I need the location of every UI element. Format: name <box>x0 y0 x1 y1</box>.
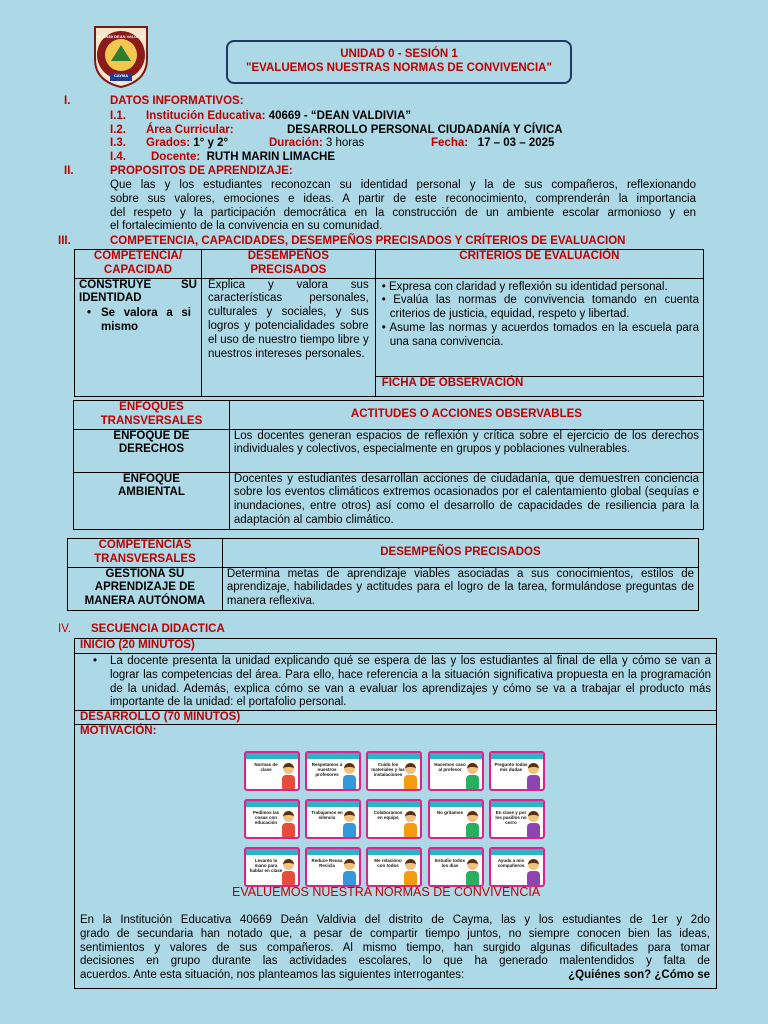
rule-card-text: Estudio todos los días <box>435 858 465 869</box>
rule-card-text: Levanto la mano para hablar en clase <box>249 858 283 874</box>
duration-label: Duración: <box>269 137 323 149</box>
section-4-title: SECUENCIA DIDACTICA <box>91 623 225 635</box>
rule-card <box>489 751 545 791</box>
rule-card <box>366 799 422 839</box>
child-illustration-icon <box>343 763 356 789</box>
situation-text <box>80 914 710 983</box>
rule-card <box>428 847 484 887</box>
approach-environmental: ENFOQUE AMBIENTAL <box>74 472 230 529</box>
header-attitudes: ACTITUDES O ACCIONES OBSERVABLES <box>229 401 703 430</box>
institution-value: 40669 - “DEAN VALDIVIA” <box>268 110 411 122</box>
child-illustration-icon <box>527 811 540 837</box>
rule-card <box>305 751 361 791</box>
situation-line: decisiones en grupo durante las actividades escolares, lo que ha generado malentendidos y falta de <box>80 955 710 968</box>
capacity-item: • Se valora a si mismo <box>87 307 191 333</box>
criteria-cell <box>375 278 703 376</box>
item-1-1 <box>146 110 411 124</box>
section-3-title: COMPETENCIA, CAPACIDADES, DESEMPEÑOS PRECISADOS Y CRÍTERIOS DE EVALUACION <box>110 235 626 247</box>
item-1-4-number: I.4. <box>110 151 126 163</box>
rule-card <box>244 847 300 887</box>
situation-line: En la Institución Educativa 40669 Deán Valdivia del distrito de Cayma, las y los estudiantes de 1er y 2do <box>80 914 710 926</box>
image-caption: EVALUEMOS NUESTRA NORMAS DE CONVIVENCIA <box>232 885 541 899</box>
child-illustration-icon <box>343 811 356 837</box>
child-illustration-icon <box>527 763 540 789</box>
child-illustration-icon <box>466 811 479 837</box>
approach-rights-text: Los docentes generan espacios de reflexión y crítica sobre el ejercicio de los derechos individuales y colectivos, especialmente en grupos y poblaciones vulnerables. <box>229 429 703 472</box>
section-1-title: DATOS INFORMATIVOS: <box>110 95 244 107</box>
item-1-2-number: I.2. <box>110 124 126 136</box>
grades <box>146 137 228 151</box>
item-1-1-number: I.1. <box>110 110 126 122</box>
rule-card-text: Colaboramos en equipo <box>373 810 403 821</box>
purpose-line: Que las y los estudiantes reconozcan su identidad personal y la de sus compañeros, reflexionando <box>110 179 696 191</box>
rule-card <box>428 751 484 791</box>
logo-text: IE 40669 DEAN VALDIVIA <box>97 34 145 39</box>
capacity-text-2: mismo <box>101 320 139 333</box>
rule-card <box>244 751 300 791</box>
rule-card <box>305 847 361 887</box>
rule-card-text: Cuido los materiales y las instalaciones <box>371 762 405 778</box>
teacher <box>151 151 335 165</box>
rule-card-text: Reduce Reusa Recicla <box>311 858 343 869</box>
child-illustration-icon <box>404 811 417 837</box>
section-2-number: II. <box>64 165 74 177</box>
area-label: Área Curricular: <box>146 124 234 136</box>
criteria-item: • Asume las normas y acuerdos tomados en la escuela para una sana convivencia. <box>381 321 699 348</box>
transversal-competencies-table <box>67 538 699 611</box>
approach-environmental-text: Docentes y estudiantes desarrollan acciones de ciudadanía, que demuestren conciencia sobre los eventos climáticos extremos ocasionados por el calentamiento global (sequías e inundaciones, entre otros) así como el desarrollo de capacidades de resiliencia para la adaptación al cambio climático. <box>229 472 703 529</box>
section-4-number: IV. <box>58 623 72 635</box>
situation-line: acuerdos. Ante esta situación, nos planteamos las siguientes interrogantes: <box>80 969 465 982</box>
teacher-label: Docente: <box>151 151 201 163</box>
header-competency: COMPETENCIA/ CAPACIDAD <box>75 250 202 279</box>
rule-card-text: Me relaciono con todos <box>374 858 402 869</box>
competency-name: CONSTRUYE SU <box>79 278 197 291</box>
rule-card-text: Respetamos a nuestros profesores <box>311 762 343 778</box>
competency-table <box>74 249 704 397</box>
child-illustration-icon <box>404 859 417 885</box>
child-illustration-icon <box>282 811 295 837</box>
child-illustration-icon <box>466 859 479 885</box>
rule-card-text: En clase y por los pasillos no corro <box>495 810 527 826</box>
grades-label: Grados: <box>146 137 191 149</box>
rule-card <box>244 799 300 839</box>
situation-line-last <box>80 969 710 983</box>
rule-card <box>428 799 484 839</box>
start-text: La docente presenta la unidad explicando qué se espera de las y los estudiantes al final de ella y cómo se van a lograr las competencias del área. Para ello, hace referencia a la situación significativa propuesta en la programación de la unidad. Además, explica cómo se van a evaluar los aprendizajes y cómo se va a trabajar el producto más importante de la unidad: el portafolio personal. <box>109 655 711 709</box>
duration-value: 3 horas <box>325 137 365 149</box>
session-title-box <box>226 40 572 84</box>
rule-card-text: Ayuda a mis compañeros <box>497 858 525 869</box>
child-illustration-icon <box>343 859 356 885</box>
rule-card <box>305 799 361 839</box>
header-precise-performance: DESEMPEÑOS PRECISADOS <box>222 539 698 568</box>
logo-subtext: CAYMA <box>113 73 129 78</box>
start-phase: INICIO (20 MINUTOS) <box>75 639 716 654</box>
purpose-line: del respeto y la participación democrática en la construcción de un ambiente escolar armonioso y en <box>110 206 696 219</box>
approaches-table <box>73 400 704 530</box>
rule-card-text: Pedimos las cosas con educación <box>252 810 280 826</box>
teacher-value: RUTH MARIN LIMACHE <box>206 151 335 163</box>
school-logo <box>92 25 150 89</box>
rule-card-text: Hacemos caso al profesor <box>434 762 466 773</box>
purpose-line: el fortalecimiento de la convivencia en su comunidad. <box>110 220 383 233</box>
situation-line: sentimientos y valores de sus compañeros. Al mismo tiempo, han surgido algunas dificultades para tomar <box>80 941 710 954</box>
competency-name-2: IDENTIDAD <box>79 292 142 305</box>
item-1-3-number: I.3. <box>110 137 126 149</box>
rule-card-text: Trabajamos en silencio <box>311 810 343 821</box>
institution-label: Institución Educativa: <box>146 110 266 122</box>
rule-card <box>489 847 545 887</box>
child-illustration-icon <box>282 859 295 885</box>
start-text-row: • La docente presenta la unidad explicando qué se espera de las y los estudiantes al final de ella y cómo se van a lograr las competencias del área. Para ello, hace referencia a la situación significativa propuesta en la programación de la unidad. Además, explica cómo se van a evaluar los aprendizajes y cómo se va a trabajar el producto más importante de la unidad: el portafolio personal. <box>75 654 716 711</box>
header-performance: DESEMPEÑOS PRECISADOS <box>201 250 375 279</box>
classroom-rules-image <box>244 751 548 888</box>
rule-card-text: Normas de clase <box>254 762 278 773</box>
situation-line: grado de secundaria han notado que, a pesar de compartir tiempo juntos, no siempre conocen bien las ideas, <box>80 927 710 940</box>
motivation-label: MOTIVACIÓN: <box>80 725 157 737</box>
rule-card <box>366 847 422 887</box>
rule-card <box>489 799 545 839</box>
purpose-line: sobre sus valores, emociones e ideas. A partir de este reconocimiento, comprenderán la importancia <box>110 192 696 205</box>
child-illustration-icon <box>527 859 540 885</box>
child-illustration-icon <box>404 763 417 789</box>
approach-rights: ENFOQUE DE DERECHOS <box>74 429 230 472</box>
criteria-item: • Expresa con claridad y reflexión su identidad personal. <box>381 280 668 293</box>
session-subtitle: "EVALUEMOS NUESTRAS NORMAS DE CONVIVENCIA" <box>246 62 552 75</box>
transversal-competency-name: GESTIONA SU APRENDIZAJE DE MANERA AUTÓNOMA <box>68 567 223 610</box>
date <box>431 137 554 151</box>
situation-question: ¿Quiénes son? ¿Cómo se <box>568 969 710 982</box>
rule-card <box>366 751 422 791</box>
capacity-text: Se valora a si <box>101 307 191 320</box>
rule-card-text: No gritamos <box>436 810 464 815</box>
session-title: UNIDAD 0 - SESIÓN 1 <box>340 48 458 60</box>
date-label: Fecha: <box>431 137 469 149</box>
section-3-number: III. <box>58 235 71 247</box>
child-illustration-icon <box>282 763 295 789</box>
header-criteria: CRITERIOS DE EVALUACIÓN <box>375 250 703 279</box>
purpose-text <box>110 179 696 234</box>
criteria-item: • Evalúa las normas de convivencia tomando en cuenta criterios de justicia, equidad, respeto y libertad. <box>381 294 699 321</box>
area-value: DESARROLLO PERSONAL CIUDADANÍA Y CÍVICA <box>287 124 563 136</box>
development-phase: DESARROLLO (70 MINUTOS) <box>75 711 716 725</box>
header-transversal: COMPETENCIAS TRANSVERSALES <box>68 539 223 568</box>
section-1-number: I. <box>64 95 71 107</box>
grades-value: 1° y 2° <box>193 137 229 149</box>
observation-sheet: FICHA DE OBSERVACIÓN <box>375 376 703 396</box>
performance-cell: Explica y valora sus características personales, culturales y sociales, y sus logros y potencialidades sobre el uso de nuestro tiempo libre y nuestros intereses personales. <box>201 278 375 396</box>
section-2-title: PROPOSITOS DE APRENDIZAJE: <box>110 165 293 177</box>
header-approaches: ENFOQUES TRANSVERSALES <box>74 401 230 430</box>
competency-cell <box>75 278 202 396</box>
transversal-competency-text: Determina metas de aprendizaje viables asociadas a sus conocimientos, estilos de aprendizaje, habilidades y actitudes para el logro de la tarea, formulándose preguntas de manera reflexiva. <box>222 567 698 610</box>
child-illustration-icon <box>466 763 479 789</box>
date-value: 17 – 03 – 2025 <box>477 137 555 149</box>
rule-card-text: Pregunto todas mis dudas <box>494 762 528 773</box>
duration <box>269 137 364 151</box>
